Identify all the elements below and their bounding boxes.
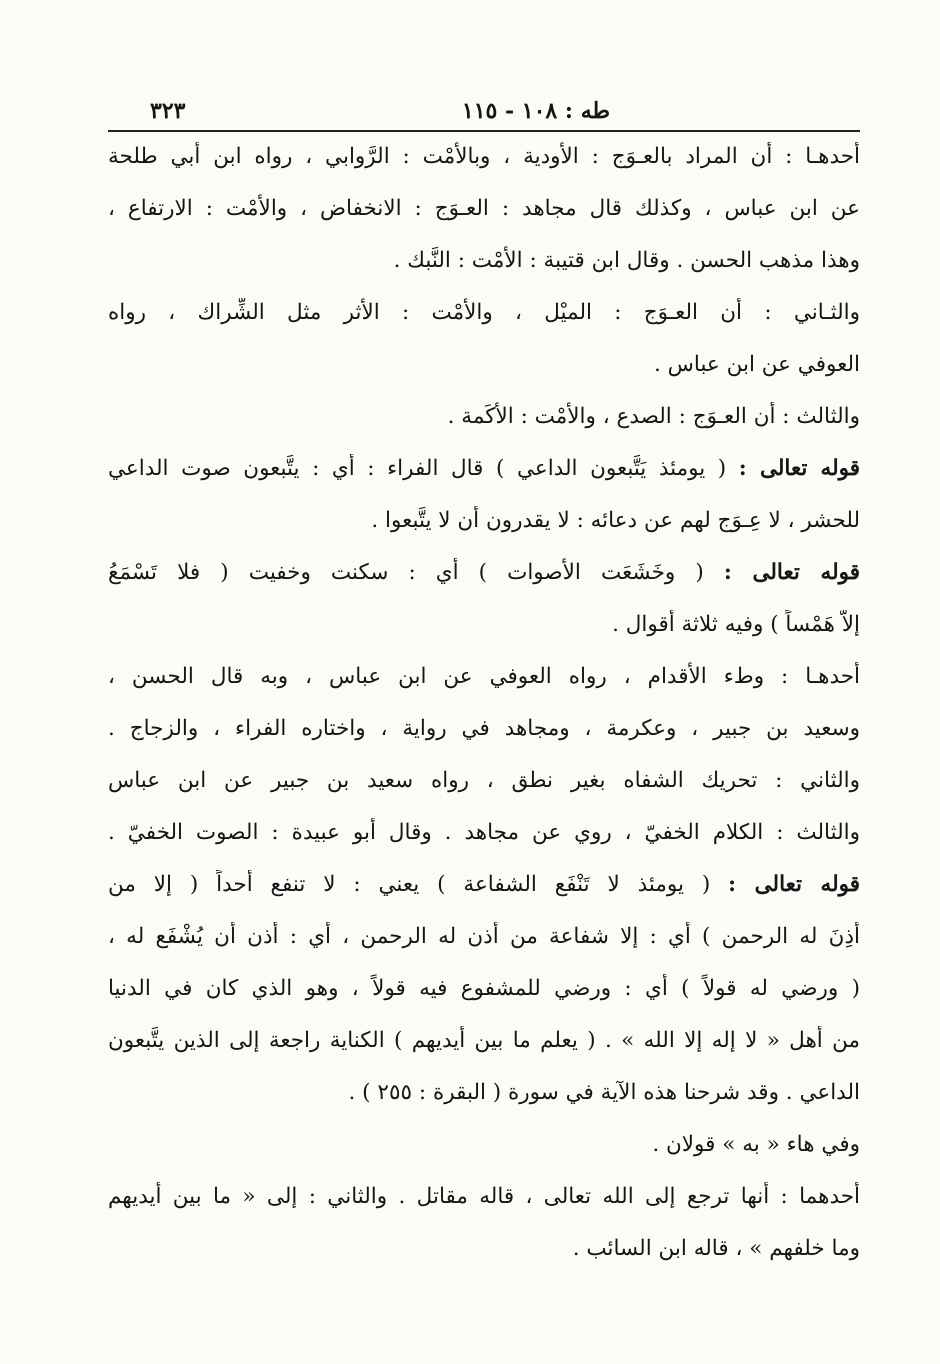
text-line: ( ورضي له قولاً ) أي : ورضي للمشفوع فيه قولاً ، وهو الذي كان في الدنيا [108, 976, 860, 1001]
text-line: قوله تعالى : ( وخَشَعَت الأصوات ) أي : سكنت وخفيت ( فلا تَسْمَعُ [108, 560, 860, 585]
text-line: أحدهـا : وطء الأقدام ، رواه العوفي عن ابن عباس ، وبه قال الحسن ، [108, 664, 860, 689]
text-line: من أهل « لا إله إلا الله » . ( يعلم ما بين أيديهم ) الكناية راجعة إلى الذين يتَّبعون [108, 1028, 860, 1053]
text-line: عن ابن عباس ، وكذلك قال مجاهد : العـوَج : الانخفاض ، والأَمْت : الارتفاع ، [108, 196, 860, 221]
text-line: وما خلفهم » ، قاله ابن السائب . [572, 1236, 860, 1261]
text-line: والثـاني : أن العـوَج : الميْل ، والأَمْت : الأَثر مثل الشِّراك ، رواه [108, 300, 860, 325]
text-line: وهذا مذهب الحسن . وقال ابن قتيبة : الأَمْت : النَّبك . [393, 248, 860, 273]
page-body [108, 142, 860, 1286]
text-line: أَذِنَ له الرحمن ) أي : إلا شفاعة من أذن له الرحمن ، أي : أذن أن يُشْفَع له ، [108, 924, 860, 949]
text-line: أحدهما : أنها ترجع إلى الله تعالى ، قاله مقاتل . والثاني : إلى « ما بين أيديهم [108, 1184, 860, 1209]
text-line: وسعيد بن جبير ، وعكرمة ، ومجاهد في رواية ، واختاره الفراء ، والزجاج . [108, 716, 860, 741]
text-line: والثاني : تحريك الشفاه بغير نطق ، رواه سعيد بن جبير عن ابن عباس [108, 768, 860, 793]
text-line: العوفي عن ابن عباس . [653, 352, 860, 377]
text-line: قوله تعالى : ( يومئذ يَتَّبعون الداعي ) قال الفراء : أي : يتَّبعون صوت الداعي [108, 456, 860, 481]
surah-verse-reference: طه : ١٠٨ - ١١٥ [461, 98, 610, 124]
text-line: إلاّ هَمْساً ) وفيه ثلاثة أقوال . [612, 612, 860, 637]
text-line: الداعي . وقد شرحنا هذه الآية في سورة ( البقرة : ٢٥٥ ) . [348, 1080, 860, 1105]
text-line: قوله تعالى : ( يومئذ لا تَنْفَع الشفاعة ) يعني : لا تنفع أحداً ( إلا من [108, 872, 860, 897]
book-page [108, 92, 860, 1312]
text-line: أحدهـا : أن المراد بالعـوَج : الأودية ، وبالأَمْت : الرَّوابي ، رواه ابن أبي طلحة [108, 144, 860, 169]
running-header [108, 92, 860, 132]
text-line: وفي هاء « به » قولان . [652, 1132, 860, 1157]
page-number: ٣٢٣ [150, 98, 186, 124]
text-line: والثالث : أن العـوَج : الصدع ، والأَمْت : الأَكَمة . [447, 404, 860, 429]
text-line: للحشر ، لا عِـوَج لهم عن دعائه : لا يقدرون أن لا يتَّبعوا . [371, 508, 860, 533]
text-line: والثالث : الكلام الخفيّ ، روي عن مجاهد . وقال أبو عبيدة : الصوت الخفيّ . [108, 820, 860, 845]
